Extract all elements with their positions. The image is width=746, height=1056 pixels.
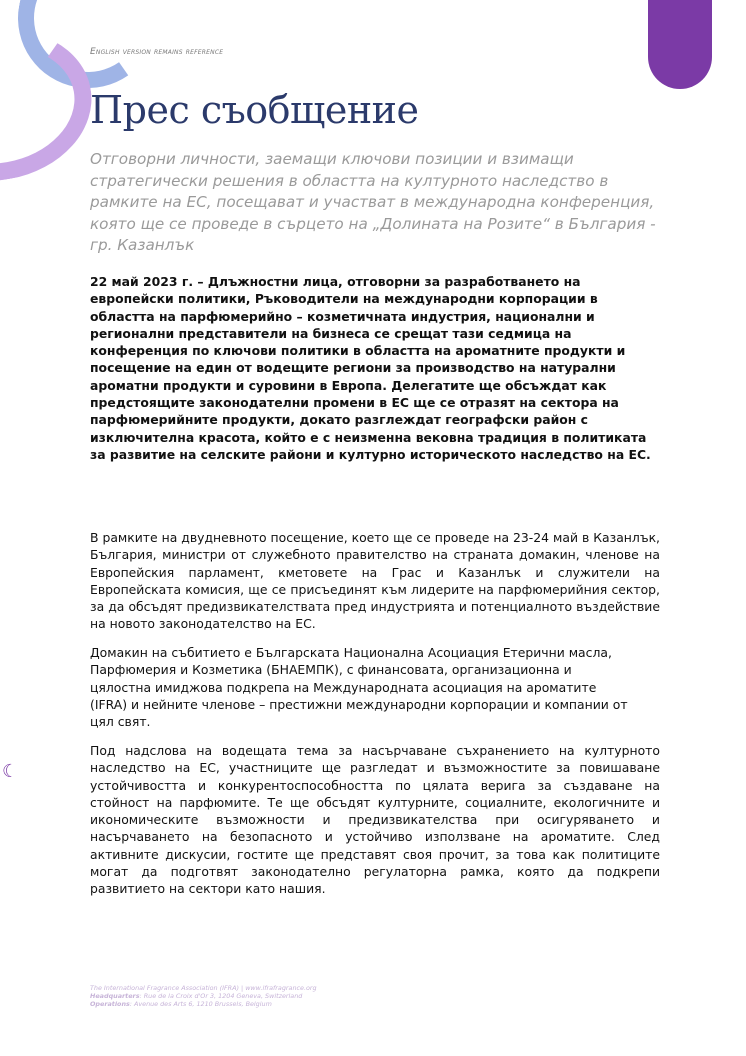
footer-operations [90,1000,490,1008]
decorative-purple-tab [648,0,712,89]
reference-note [90,47,223,57]
footer-hq-value: : Rue de la Croix d'Or 3, 1204 Geneva, Switzerland [139,992,303,1000]
footer-headquarters [90,992,490,1000]
reference-note-text: English version remains reference [90,47,224,57]
footer-hq-label: Headquarters [90,992,140,1000]
footer [90,984,490,1008]
footer-org-line: The International Fragrance Association (IFRA) | www.ifrafragrance.org [90,984,317,992]
body-paragraph-3: Под надслова на водещата тема за насърчаване съхранението на културното наследство на ЕС, участниците ще разгледат и възможностите за повишаване устойчивостта и конкурентоспособността по цялата верига за създаване на стойност на парфюмите. Те ще обсъдят културните, социалните, екологичните и икономическите възможности и предизвикателства при осигуряването и насърчаването на безопасното и устойчиво използване на ароматите. След активните дискусии, гостите ще представят своя прочит, за това как политиците могат да подготвят законодателно регулаторна рамка, която да подкрепи развитието на сектори като нашия. [90,743,660,897]
footer-ops-value: : Avenue des Arts 6, 1210 Brussels, Belgium [129,1000,272,1008]
decorative-crescent-icon: ☾ [2,761,19,782]
page-subtitle: Отговорни личности, заемащи ключови позиции и взимащи стратегически решения в областта на културното наследство в рамките на ЕС, посещават и участват в международна конференция, която ще се проведе в сърцето на „Долината на Розите“ в България - гр. Казанлък [90,150,656,254]
body-paragraph-1: В рамките на двудневното посещение, което ще се проведе на 23-24 май в Казанлък, България, министри от служебното правителство на страната домакин, членове на Европейския парламент, кметовете на Грас и Казанлък и служители на Европейската комисия, ще се присъединят към лидерите на парфюмерийния сектор, за да обсъдят предизвикателствата пред индустрията и потенциалното въздействие на новото законодателство на ЕС. [90,530,660,632]
body-paragraph-2: Домакин на събитието е Българската Национална Асоциация Етерични масла, Парфюмерия и Козметика (БНАЕМПК), с финансовата, организационна и цялостна имиджова подкрепа на Международната асоциация на ароматите (IFRA) и нейните членове – престижни международни корпорации и компании от цял свят. [90,645,628,730]
lead-paragraph: 22 май 2023 г. – Длъжностни лица, отговорни за разработването на европейски политики, Ръководители на международни корпорации в областта на парфюмерийно – козметичната индустрия, национални и регионални представители на бизнеса се срещат тази седмица на конференция по ключови политики в областта на ароматните продукти и посещение на един от водещите региони за производство на натурални ароматни продукти и суровини в Европа. Делегатите ще обсъждат как предстоящите законодателни промени в ЕС ще се отразят на сектора на парфюмерийните продукти, докато разглеждат географски район с изключителна красота, който е с неизменна вековна традиция в политиката за развитие на селските райони и културно историческото наследство на ЕС. [90,274,651,462]
page-title: Прес съобщение [90,88,419,132]
footer-ops-label: Operations [90,1000,130,1008]
